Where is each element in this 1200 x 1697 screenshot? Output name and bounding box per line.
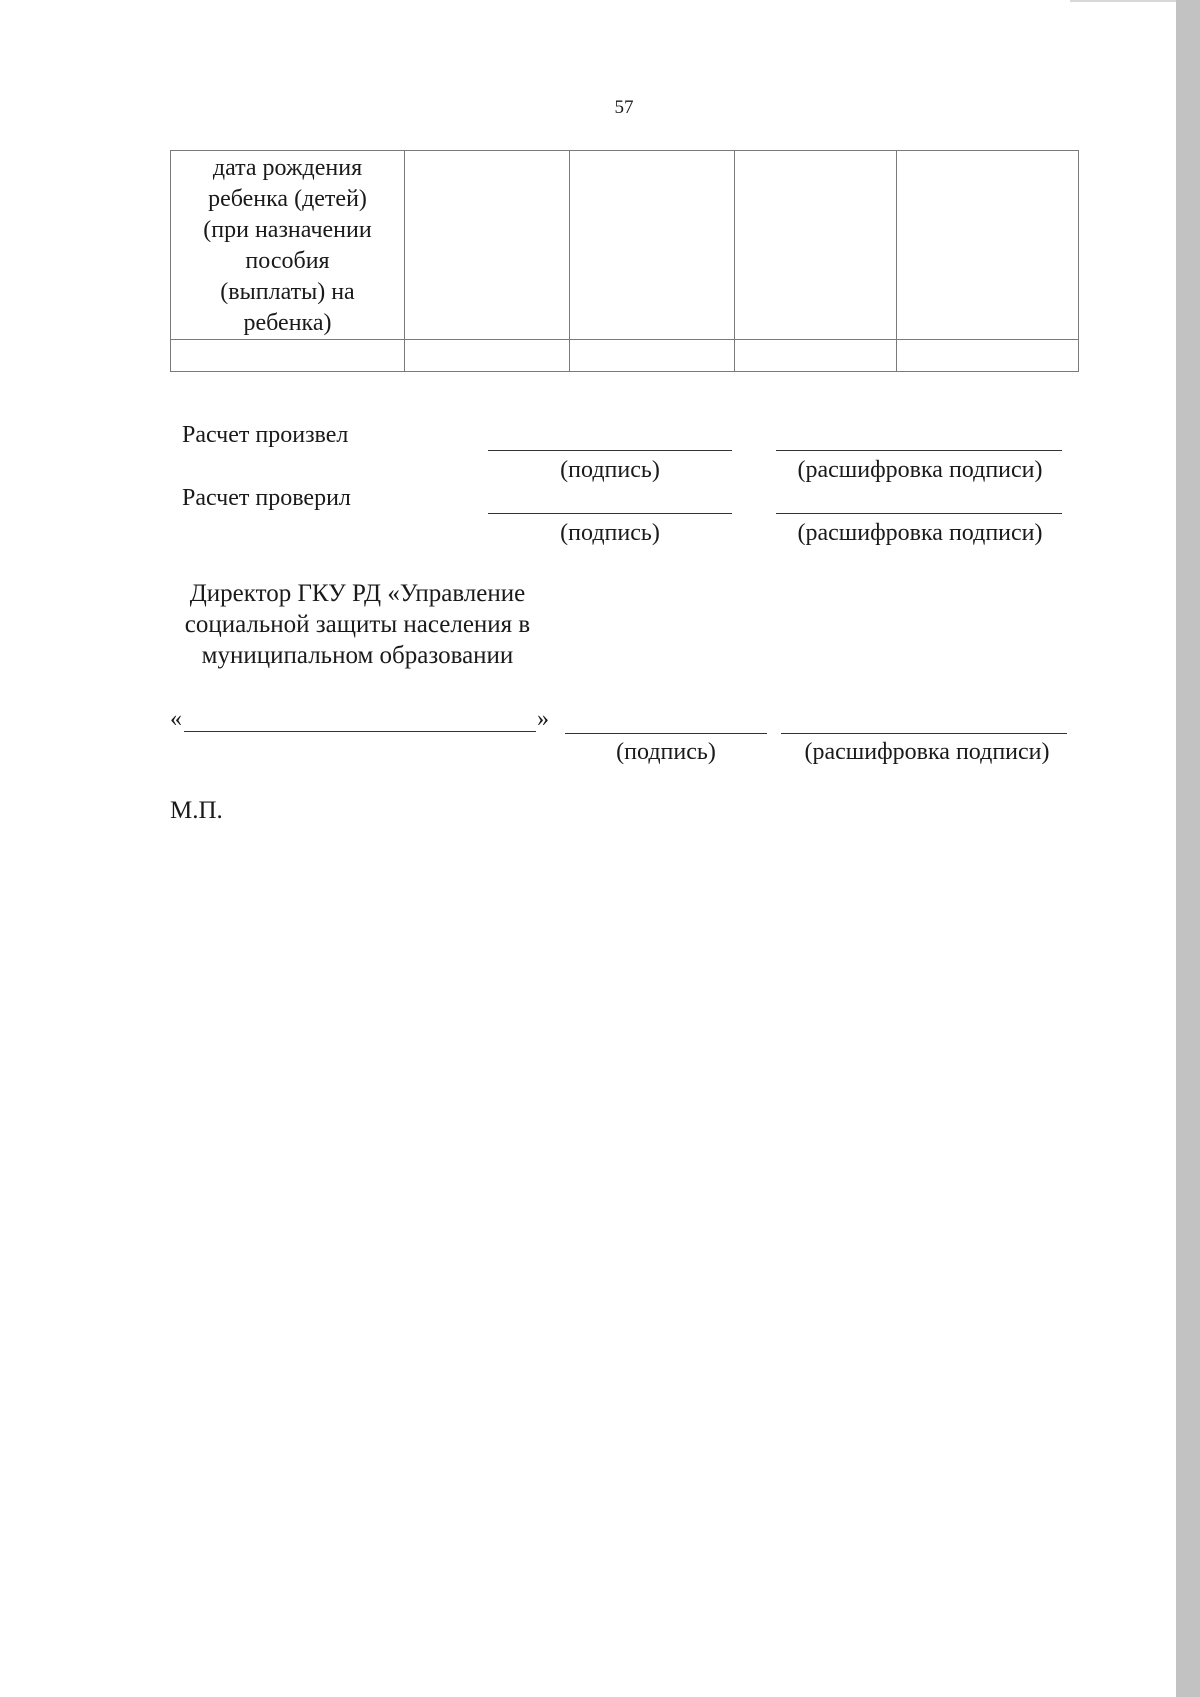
calc-checked-label: Расчет проверил	[182, 485, 351, 511]
table-cell	[405, 340, 570, 372]
page-number: 57	[614, 97, 634, 118]
decode-line	[776, 450, 1062, 451]
signature-line	[565, 733, 767, 734]
decode-caption: (расшифровка подписи)	[797, 520, 1043, 546]
decode-caption: (расшифровка подписи)	[797, 457, 1043, 483]
director-title	[170, 578, 545, 671]
signature-caption: (подпись)	[560, 457, 660, 483]
birth-date-label: дата рождения ребенка (детей) (при назначении пособия (выплаты) на ребенка)	[203, 155, 372, 336]
table-cell	[897, 151, 1079, 340]
name-line	[184, 731, 536, 732]
table-cell	[570, 340, 735, 372]
table-cell	[171, 151, 405, 340]
director-line: муниципальном образовании	[201, 642, 514, 669]
table-cell	[171, 340, 405, 372]
table-cell	[570, 151, 735, 340]
table-cell	[735, 151, 897, 340]
decode-caption: (расшифровка подписи)	[804, 739, 1050, 765]
table-cell	[897, 340, 1079, 372]
director-line: социальной защиты населения в	[184, 611, 531, 638]
signature-caption: (подпись)	[560, 520, 660, 546]
signature-line	[488, 513, 732, 514]
scan-edge	[1176, 0, 1200, 1697]
table-cell	[405, 151, 570, 340]
benefit-table	[170, 150, 1079, 372]
scan-artifact	[1070, 0, 1176, 2]
stamp-place: М.П.	[170, 797, 223, 824]
signature-caption: (подпись)	[616, 739, 716, 765]
quote-open: «	[170, 706, 182, 732]
quote-close: »	[537, 706, 549, 732]
director-line: Директор ГКУ РД «Управление	[189, 580, 526, 607]
decode-line	[776, 513, 1062, 514]
table-row	[171, 340, 1079, 372]
table-row	[171, 151, 1079, 340]
calc-made-label: Расчет произвел	[182, 422, 349, 448]
decode-line	[781, 733, 1067, 734]
table-cell	[735, 340, 897, 372]
signature-line	[488, 450, 732, 451]
